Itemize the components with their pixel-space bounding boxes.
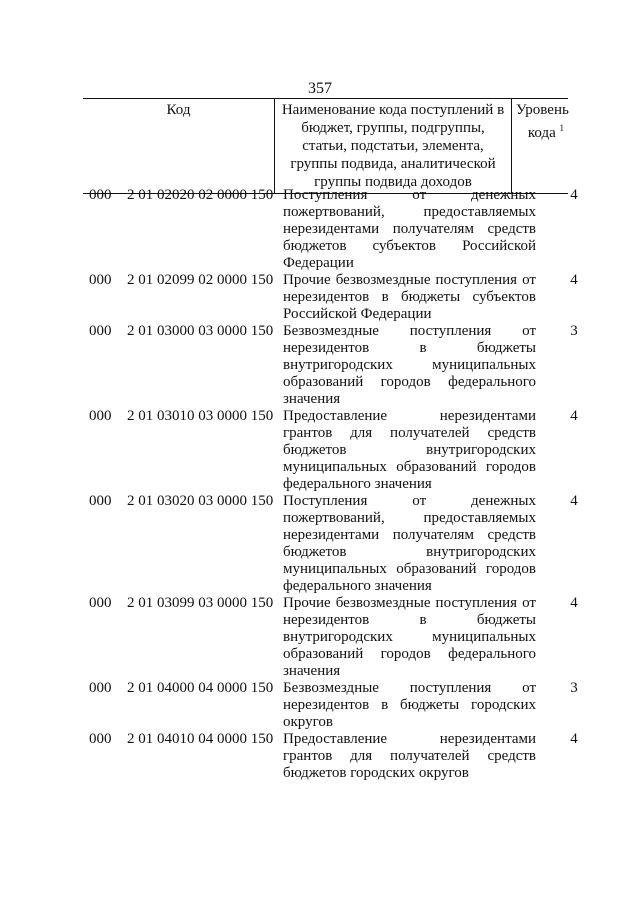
table-row [0, 680, 640, 731]
table-row [0, 493, 640, 595]
row-revenue-code: 2 01 02020 02 0000 150 [127, 187, 274, 203]
row-name: Поступления от денежных пожертвований, предоставляемых нерезидентами получателям средств бюджетов внутригородских муниципальных образований городов федерального значения [283, 493, 536, 594]
row-admin-code: 000 [89, 595, 112, 611]
table-header [83, 98, 568, 194]
row-admin-code: 000 [89, 408, 112, 424]
table-row [0, 731, 640, 782]
row-name: Предоставление нерезидентами грантов для получателей средств бюджетов внутригородских муниципальных образований городов федерального значения [283, 408, 536, 492]
row-revenue-code: 2 01 03000 03 0000 150 [127, 323, 274, 339]
header-code: Код [83, 99, 275, 194]
row-admin-code: 000 [89, 680, 112, 696]
row-name: Безвозмездные поступления от нерезидентов в бюджеты внутригородских муниципальных образований городов федерального значения [283, 323, 536, 407]
row-level: 4 [570, 408, 578, 424]
page-number: 357 [308, 80, 332, 97]
table-row [0, 408, 640, 493]
header-name: Наименование кода поступлений в бюджет, группы, подгруппы, статьи, подстатьи, элемента, группы подвида, аналитической группы подвида доходов [275, 99, 512, 194]
row-revenue-code: 2 01 03099 03 0000 150 [127, 595, 274, 611]
row-level: 4 [570, 595, 578, 611]
header-level [512, 99, 569, 194]
row-level: 4 [570, 493, 578, 509]
table-row [0, 595, 640, 680]
row-level: 3 [570, 323, 578, 339]
row-name: Поступления от денежных пожертвований, предоставляемых нерезидентами получателям средств бюджетов субъектов Российской Федерации [283, 187, 536, 271]
row-level: 3 [570, 680, 578, 696]
row-level: 4 [570, 731, 578, 747]
row-admin-code: 000 [89, 731, 112, 747]
row-admin-code: 000 [89, 493, 112, 509]
row-level: 4 [570, 272, 578, 288]
row-name: Прочие безвозмездные поступления от нерезидентов в бюджеты субъектов Российской Федерации [283, 272, 536, 322]
row-name: Прочие безвозмездные поступления от нерезидентов в бюджеты внутригородских муниципальных образований городов федерального значения [283, 595, 536, 679]
header-level-label: Уровень кода [516, 102, 569, 141]
row-name: Предоставление нерезидентами грантов для получателей средств бюджетов городских округов [283, 731, 536, 781]
table-row [0, 272, 640, 323]
table-body [0, 187, 640, 782]
table-row [0, 187, 640, 272]
row-revenue-code: 2 01 04010 04 0000 150 [127, 731, 274, 747]
row-revenue-code: 2 01 04000 04 0000 150 [127, 680, 274, 696]
row-admin-code: 000 [89, 323, 112, 339]
row-revenue-code: 2 01 03020 03 0000 150 [127, 493, 274, 509]
row-revenue-code: 2 01 03010 03 0000 150 [127, 408, 274, 424]
row-level: 4 [570, 187, 578, 203]
row-admin-code: 000 [89, 187, 112, 203]
header-level-footnote: 1 [559, 123, 564, 133]
row-admin-code: 000 [89, 272, 112, 288]
table-row [0, 323, 640, 408]
row-revenue-code: 2 01 02099 02 0000 150 [127, 272, 274, 288]
row-name: Безвозмездные поступления от нерезидентов в бюджеты городских округов [283, 680, 536, 730]
